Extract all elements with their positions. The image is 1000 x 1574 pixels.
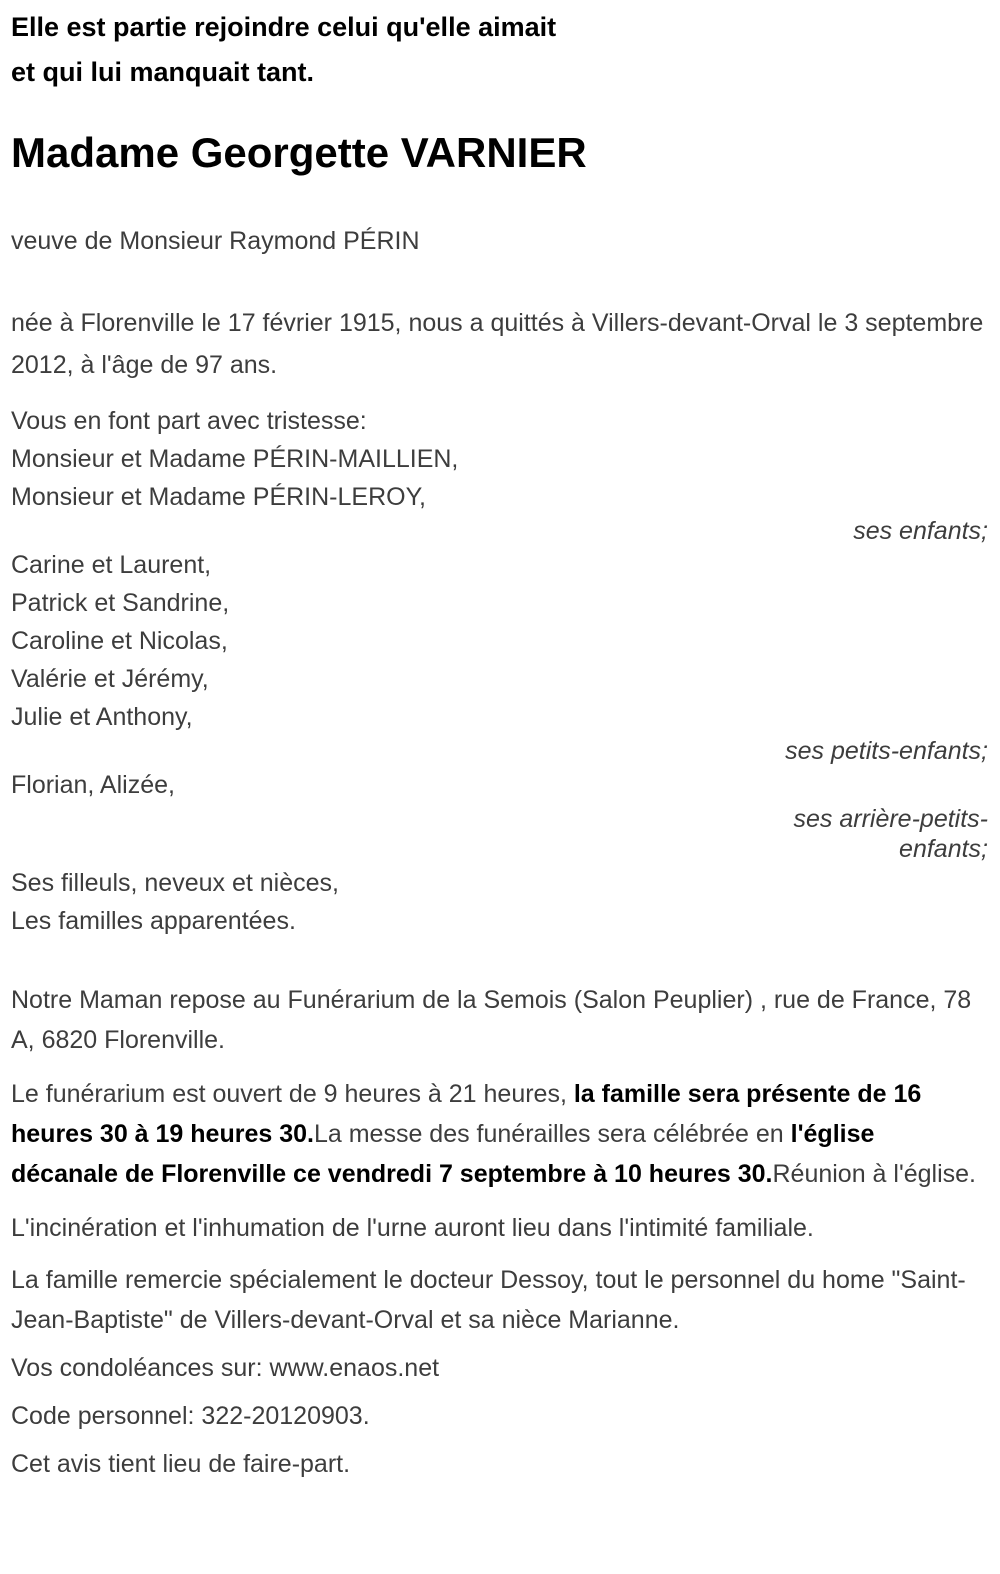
funeral-text-segment: Le funérarium est ouvert de 9 heures à 21 heures,	[11, 1080, 574, 1108]
thanks-paragraph: La famille remercie spécialement le docteur Dessoy, tout le personnel du home "Saint-Jean-Baptiste" de Villers-devant-Orval et sa nièce Marianne.	[11, 1266, 966, 1334]
great-grandchildren-relation-text: ses arrière-petits-enfants;	[793, 805, 988, 863]
grandchild-line: Valérie et Jérémy,	[11, 665, 209, 693]
grandchild-line: Julie et Anthony,	[11, 703, 193, 731]
cremation-paragraph: L'incinération et l'inhumation de l'urne auront lieu dans l'intimité familiale.	[11, 1214, 814, 1242]
epitaph-line-1: Elle est partie rejoindre celui qu'elle aimait	[11, 12, 557, 42]
personal-code-line	[11, 1396, 988, 1436]
personal-code-value: 322-20120903.	[201, 1402, 370, 1430]
grandchild-line: Caroline et Nicolas,	[11, 627, 228, 655]
family-announcement: Vous en font part avec tristesse:	[11, 407, 367, 435]
godchildren-line: Ses filleuls, neveux et nièces,	[11, 869, 339, 897]
funeral-text-segment: Réunion à l'église.	[772, 1160, 976, 1188]
grandchild-line: Carine et Laurent,	[11, 551, 212, 579]
great-grandchildren-relation-label	[11, 804, 988, 864]
condolences-label: Vos condoléances sur:	[11, 1354, 263, 1382]
funeral-text-segment: La messe des funérailles sera célébrée en	[313, 1120, 791, 1148]
funeral-schedule-paragraph	[11, 1074, 988, 1194]
family-section	[11, 402, 988, 940]
epitaph-line-2: et qui lui manquait tant.	[11, 57, 314, 87]
funeral-bold-segment: l'église décanale de Florenville ce vendredi 7 septembre à 10 heures 30.	[11, 1120, 875, 1188]
grandchildren-relation-label: ses petits-enfants;	[785, 737, 988, 765]
children-relation-label: ses enfants;	[853, 517, 988, 545]
personal-code-label: Code personnel:	[11, 1402, 195, 1430]
child-couple-line: Monsieur et Madame PÉRIN-MAILLIEN,	[11, 445, 459, 473]
repose-paragraph: Notre Maman repose au Funérarium de la Semois (Salon Peuplier) , rue de France, 78 A, 6820 Florenville.	[11, 986, 972, 1054]
condolences-line	[11, 1348, 988, 1388]
funeral-bold-segment: la famille sera présente de 16 heures 30 à 19 heures 30.	[11, 1080, 922, 1148]
widow-of-line: veuve de Monsieur Raymond PÉRIN	[11, 227, 420, 255]
deceased-name: Madame Georgette VARNIER	[11, 129, 587, 176]
notice-line: Cet avis tient lieu de faire-part.	[11, 1450, 351, 1478]
life-dates: née à Florenville le 17 février 1915, nous a quittés à Villers-devant-Orval le 3 septembre 2012, à l'âge de 97 ans.	[11, 309, 984, 379]
grandchild-line: Patrick et Sandrine,	[11, 589, 230, 617]
child-couple-line: Monsieur et Madame PÉRIN-LEROY,	[11, 483, 426, 511]
condolences-url: www.enaos.net	[269, 1354, 440, 1382]
great-grandchildren-line: Florian, Alizée,	[11, 771, 175, 799]
related-families-line: Les familles apparentées.	[11, 907, 296, 935]
